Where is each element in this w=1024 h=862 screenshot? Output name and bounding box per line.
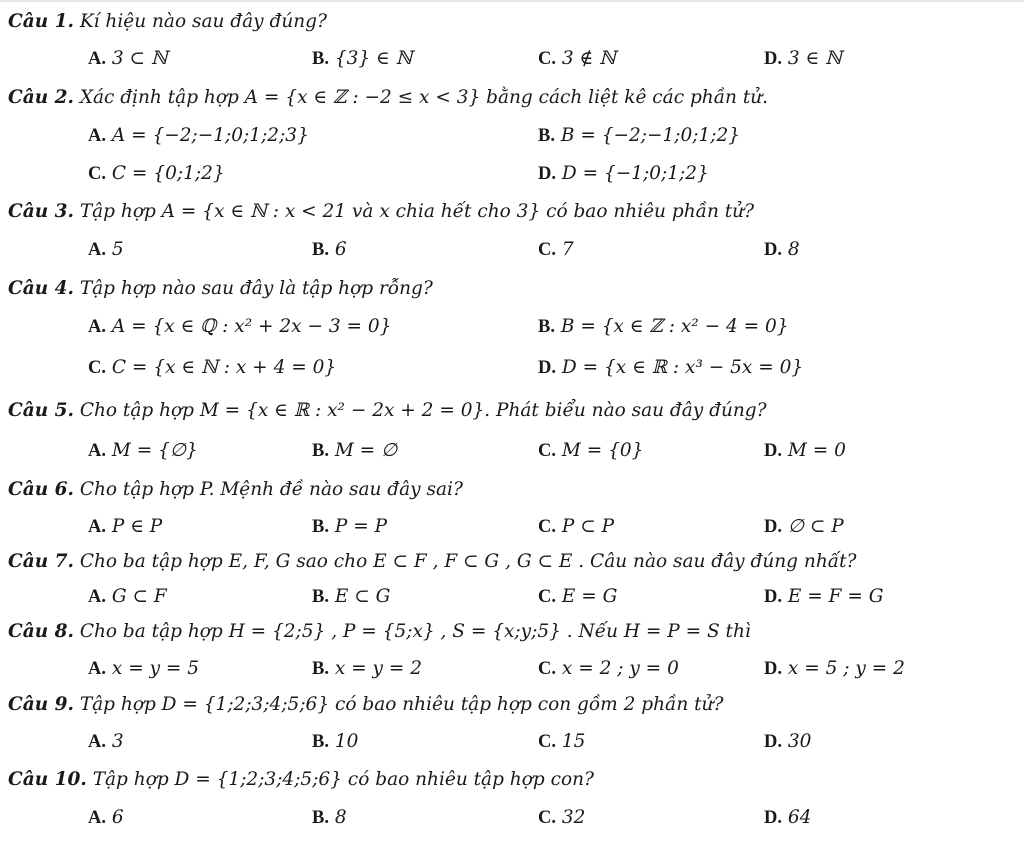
question-1-option-c[interactable] bbox=[538, 46, 616, 72]
question-6-option-d[interactable] bbox=[764, 514, 844, 540]
question-text: Cho tập hợp P. Mệnh đề nào sau đây sai? bbox=[79, 479, 463, 500]
question-7-option-c[interactable] bbox=[538, 584, 617, 610]
option-label: B. bbox=[312, 732, 329, 752]
option-text: 30 bbox=[787, 731, 812, 752]
option-text: P ⊂ P bbox=[561, 516, 615, 537]
question-9-option-b[interactable] bbox=[312, 729, 358, 755]
option-text: 32 bbox=[561, 807, 586, 828]
option-text: 8 bbox=[787, 239, 800, 260]
option-label: B. bbox=[312, 808, 329, 828]
option-label: B. bbox=[312, 240, 329, 260]
option-text: A = {x ∈ ℚ : x² + 2x − 3 = 0} bbox=[111, 316, 392, 337]
question-4-option-b[interactable] bbox=[538, 314, 789, 340]
question-4-option-a[interactable] bbox=[88, 314, 391, 340]
question-8-option-a[interactable] bbox=[88, 656, 199, 682]
option-label: B. bbox=[312, 441, 329, 461]
option-text: x = 2 ; y = 0 bbox=[561, 658, 679, 679]
option-text: M = ∅ bbox=[334, 440, 398, 461]
option-label: C. bbox=[538, 732, 556, 752]
option-text: B = {−2;−1;0;1;2} bbox=[560, 125, 741, 146]
option-label: D. bbox=[764, 659, 782, 679]
question-6 bbox=[8, 477, 463, 503]
question-number: Câu 6. bbox=[8, 479, 74, 500]
question-number: Câu 4. bbox=[8, 278, 74, 299]
question-8 bbox=[8, 619, 751, 645]
option-label: A. bbox=[88, 517, 106, 537]
question-5-option-d[interactable] bbox=[764, 438, 846, 464]
option-text: x = 5 ; y = 2 bbox=[787, 658, 905, 679]
question-5-option-c[interactable] bbox=[538, 438, 643, 464]
question-text: Tập hợp A = {x ∈ ℕ : x < 21 và x chia hết cho 3} có bao nhiêu phần tử? bbox=[79, 201, 755, 222]
question-number: Câu 1. bbox=[8, 11, 74, 32]
option-label: D. bbox=[538, 164, 556, 184]
question-1 bbox=[8, 9, 327, 35]
option-label: A. bbox=[88, 732, 106, 752]
option-text: D = {x ∈ ℝ : x³ − 5x = 0} bbox=[561, 357, 804, 378]
question-number: Câu 9. bbox=[8, 694, 74, 715]
question-2-option-b[interactable] bbox=[538, 123, 740, 149]
option-label: D. bbox=[764, 808, 782, 828]
question-text: Xác định tập hợp A = {x ∈ ℤ : −2 ≤ x < 3} bằng cách liệt kê các phần tử. bbox=[79, 87, 769, 108]
option-label: B. bbox=[312, 587, 329, 607]
question-text: Kí hiệu nào sau đây đúng? bbox=[79, 11, 327, 32]
option-label: B. bbox=[312, 659, 329, 679]
question-7-option-d[interactable] bbox=[764, 584, 884, 610]
option-text: 3 ⊂ ℕ bbox=[111, 48, 168, 69]
option-label: A. bbox=[88, 441, 106, 461]
option-text: P ∈ P bbox=[111, 516, 163, 537]
option-label: A. bbox=[88, 587, 106, 607]
question-10-option-a[interactable] bbox=[88, 805, 124, 831]
option-label: C. bbox=[538, 240, 556, 260]
question-number: Câu 7. bbox=[8, 551, 74, 572]
question-8-option-d[interactable] bbox=[764, 656, 905, 682]
option-text: ∅ ⊂ P bbox=[787, 516, 844, 537]
question-1-option-a[interactable] bbox=[88, 46, 168, 72]
question-10-option-b[interactable] bbox=[312, 805, 347, 831]
question-text: Cho ba tập hợp H = {2;5} , P = {5;x} , S = {x;y;5} . Nếu H = P = S thì bbox=[79, 621, 751, 642]
option-text: 7 bbox=[561, 239, 574, 260]
question-9-option-a[interactable] bbox=[88, 729, 124, 755]
option-label: B. bbox=[538, 317, 555, 337]
question-8-option-b[interactable] bbox=[312, 656, 422, 682]
question-9 bbox=[8, 692, 723, 718]
question-4-option-d[interactable] bbox=[538, 355, 803, 381]
option-label: A. bbox=[88, 808, 106, 828]
option-label: B. bbox=[312, 49, 329, 69]
question-number: Câu 3. bbox=[8, 201, 74, 222]
option-label: D. bbox=[764, 517, 782, 537]
question-8-option-c[interactable] bbox=[538, 656, 679, 682]
option-text: 64 bbox=[787, 807, 812, 828]
option-label: D. bbox=[764, 587, 782, 607]
option-label: D. bbox=[538, 358, 556, 378]
option-text: A = {−2;−1;0;1;2;3} bbox=[111, 125, 309, 146]
option-text: 3 bbox=[111, 731, 124, 752]
question-number: Câu 2. bbox=[8, 87, 74, 108]
question-3-option-a[interactable] bbox=[88, 237, 124, 263]
option-text: C = {0;1;2} bbox=[111, 163, 225, 184]
option-label: C. bbox=[538, 517, 556, 537]
option-label: C. bbox=[538, 808, 556, 828]
question-7-option-b[interactable] bbox=[312, 584, 390, 610]
option-text: 8 bbox=[334, 807, 347, 828]
question-6-option-a[interactable] bbox=[88, 514, 162, 540]
question-3-option-b[interactable] bbox=[312, 237, 347, 263]
question-number: Câu 8. bbox=[8, 621, 74, 642]
option-label: D. bbox=[764, 49, 782, 69]
question-5-option-a[interactable] bbox=[88, 438, 198, 464]
question-7-option-a[interactable] bbox=[88, 584, 167, 610]
option-label: C. bbox=[538, 587, 556, 607]
option-text: 5 bbox=[111, 239, 124, 260]
option-text: 10 bbox=[334, 731, 359, 752]
option-text: P = P bbox=[334, 516, 388, 537]
question-2 bbox=[8, 85, 768, 111]
question-1-option-d[interactable] bbox=[764, 46, 842, 72]
option-label: B. bbox=[312, 517, 329, 537]
option-label: A. bbox=[88, 49, 106, 69]
option-text: E ⊂ G bbox=[334, 586, 391, 607]
option-text: M = 0 bbox=[787, 440, 846, 461]
option-text: 3 ∈ ℕ bbox=[787, 48, 843, 69]
question-3-option-c[interactable] bbox=[538, 237, 574, 263]
option-label: A. bbox=[88, 317, 106, 337]
option-text: E = F = G bbox=[787, 586, 884, 607]
option-text: x = y = 5 bbox=[111, 658, 200, 679]
option-text: 3 ∉ ℕ bbox=[561, 48, 617, 69]
question-text: Cho tập hợp M = {x ∈ ℝ : x² − 2x + 2 = 0}. Phát biểu nào sau đây đúng? bbox=[79, 400, 767, 421]
question-3 bbox=[8, 199, 754, 225]
option-label: B. bbox=[538, 126, 555, 146]
top-edge-strip bbox=[0, 0, 1024, 8]
option-label: C. bbox=[538, 49, 556, 69]
option-label: D. bbox=[764, 441, 782, 461]
option-label: D. bbox=[764, 240, 782, 260]
option-text: B = {x ∈ ℤ : x² − 4 = 0} bbox=[560, 316, 789, 337]
question-9-option-d[interactable] bbox=[764, 729, 811, 755]
option-text: 6 bbox=[111, 807, 124, 828]
question-2-option-d[interactable] bbox=[538, 161, 709, 187]
question-4-option-c[interactable] bbox=[88, 355, 336, 381]
option-text: D = {−1;0;1;2} bbox=[561, 163, 709, 184]
option-text: E = G bbox=[561, 586, 618, 607]
option-text: G ⊂ F bbox=[111, 586, 167, 607]
question-5 bbox=[8, 398, 767, 424]
question-10 bbox=[8, 767, 594, 793]
option-label: D. bbox=[764, 732, 782, 752]
question-number: Câu 10. bbox=[8, 769, 87, 790]
question-6-option-c[interactable] bbox=[538, 514, 614, 540]
question-text: Cho ba tập hợp E, F, G sao cho E ⊂ F , F ⊂ G , G ⊂ E . Câu nào sau đây đúng nhất? bbox=[79, 551, 857, 572]
option-label: C. bbox=[538, 659, 556, 679]
question-4 bbox=[8, 276, 433, 302]
question-text: Tập hợp D = {1;2;3;4;5;6} có bao nhiêu tập hợp con? bbox=[92, 769, 594, 790]
question-10-option-d[interactable] bbox=[764, 805, 811, 831]
option-text: M = {0} bbox=[561, 440, 644, 461]
question-9-option-c[interactable] bbox=[538, 729, 585, 755]
option-label: A. bbox=[88, 659, 106, 679]
option-label: A. bbox=[88, 126, 106, 146]
option-text: 6 bbox=[334, 239, 347, 260]
question-number: Câu 5. bbox=[8, 400, 74, 421]
question-5-option-b[interactable] bbox=[312, 438, 397, 464]
option-label: C. bbox=[538, 441, 556, 461]
option-text: x = y = 2 bbox=[334, 658, 423, 679]
question-text: Tập hợp nào sau đây là tập hợp rỗng? bbox=[79, 278, 433, 299]
question-10-option-c[interactable] bbox=[538, 805, 585, 831]
question-7 bbox=[8, 549, 856, 575]
question-6-option-b[interactable] bbox=[312, 514, 387, 540]
option-text: C = {x ∈ ℕ : x + 4 = 0} bbox=[111, 357, 337, 378]
option-text: 15 bbox=[561, 731, 586, 752]
option-label: A. bbox=[88, 240, 106, 260]
question-2-option-a[interactable] bbox=[88, 123, 309, 149]
question-1-option-b[interactable] bbox=[312, 46, 413, 72]
option-text: {3} ∈ ℕ bbox=[334, 48, 413, 69]
question-2-option-c[interactable] bbox=[88, 161, 225, 187]
option-label: C. bbox=[88, 164, 106, 184]
option-text: M = {∅} bbox=[111, 440, 198, 461]
question-text: Tập hợp D = {1;2;3;4;5;6} có bao nhiêu tập hợp con gồm 2 phần tử? bbox=[79, 694, 724, 715]
question-3-option-d[interactable] bbox=[764, 237, 800, 263]
option-label: C. bbox=[88, 358, 106, 378]
